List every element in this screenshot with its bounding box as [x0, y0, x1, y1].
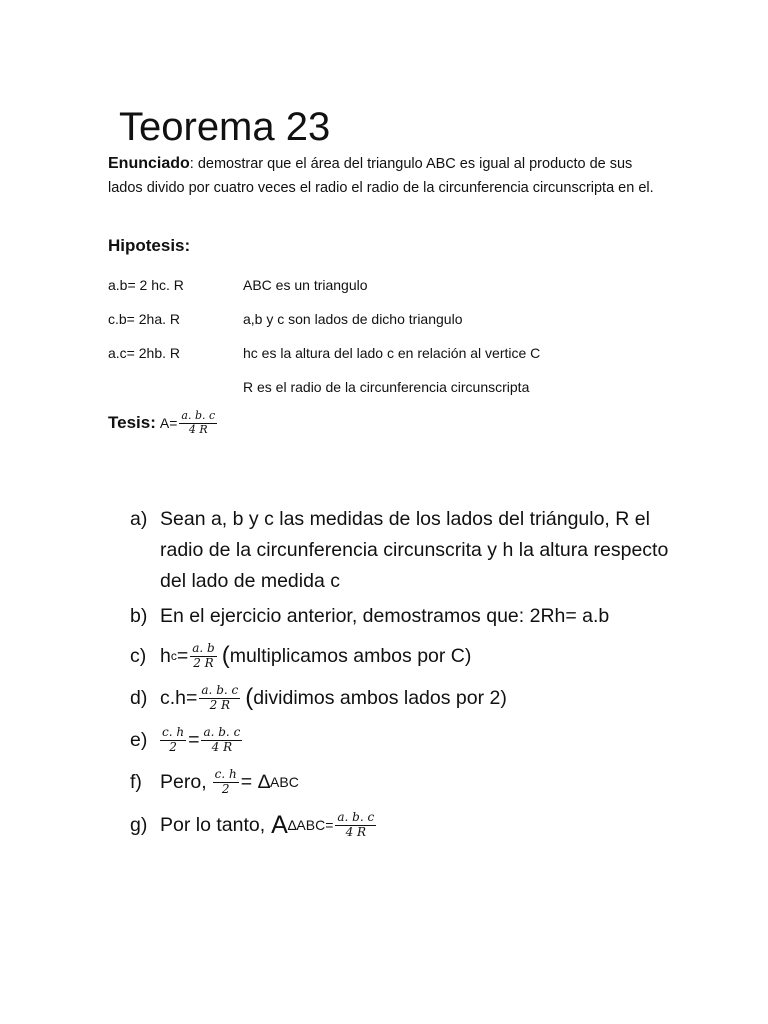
tesis-lhs: A= — [159, 415, 178, 432]
equals-sign: = — [188, 728, 200, 751]
open-paren: ( — [221, 642, 230, 669]
enunciado-label: Enunciado — [108, 155, 190, 172]
triangle-symbol: ∆ — [287, 816, 297, 833]
list-marker: g) — [130, 813, 148, 836]
hipotesis-statement-1: ABC es un triangulo — [243, 277, 368, 293]
list-item-c — [130, 635, 690, 677]
list-item-e — [130, 719, 690, 761]
list-marker: e) — [130, 728, 148, 751]
list-item-g — [130, 803, 690, 847]
triangle-symbol: ∆ — [258, 770, 271, 793]
hipotesis-formula-3: a.c= 2hb. R — [108, 345, 180, 361]
numerator: a. b. c — [201, 682, 239, 697]
list-item-text: Sean a, b y c las medidas de los lados del triángulo, R el radio de la circunferencia circunscrita y h la altura respecto del lado de medida c — [160, 508, 669, 592]
numerator: a. b — [192, 640, 215, 655]
denominator: 4 R — [345, 824, 367, 839]
list-item-note: dividimos ambos lados por 2) — [253, 686, 507, 709]
equals-sign: = — [176, 644, 189, 667]
denominator: 2 R — [209, 697, 231, 712]
subscript: c — [170, 648, 177, 663]
enunciado-paragraph — [108, 152, 668, 200]
list-item-lhs: Por lo tanto, — [160, 813, 266, 836]
list-item-lhs: Pero, — [160, 770, 207, 793]
hipotesis-formula-1: a.b= 2 hc. R — [108, 277, 184, 293]
list-marker: f) — [130, 770, 142, 793]
tesis-label: Tesis: — [108, 413, 156, 433]
denominator: 2 R — [193, 655, 214, 670]
hipotesis-statement-4: R es el radio de la circunferencia circunscripta — [243, 379, 530, 395]
enunciado-text: : demostrar que el área del triangulo ABC es igual al producto de sus lados divido por cuatro veces el radio el radio de la circunferencia circunscripta en el. — [108, 156, 654, 196]
triangle-label: ABC — [270, 773, 299, 790]
fraction — [335, 811, 376, 840]
area-symbol: A — [271, 810, 288, 839]
list-item-b — [130, 597, 690, 635]
tesis-fraction — [179, 410, 217, 436]
proof-list — [130, 504, 690, 847]
fraction-right — [201, 726, 242, 755]
numerator: c. h — [214, 766, 237, 781]
list-item-a — [130, 504, 690, 597]
list-marker: a) — [130, 508, 148, 530]
list-marker: b) — [130, 604, 148, 627]
list-item-lhs: h — [160, 644, 171, 667]
denominator: 2 — [221, 781, 230, 796]
denominator: 2 — [169, 739, 177, 754]
list-marker: c) — [130, 644, 147, 667]
numerator: c. h — [162, 724, 185, 739]
triangle-label: ABC= — [296, 816, 334, 833]
list-item-lhs: c.h= — [160, 686, 198, 709]
hipotesis-formula-2: c.b= 2ha. R — [108, 311, 180, 327]
list-item-d — [130, 677, 690, 719]
denominator: 4 R — [211, 739, 233, 754]
fraction — [199, 684, 240, 713]
fraction-left — [160, 726, 186, 755]
tesis — [108, 410, 219, 436]
list-item-note: multiplicamos ambos por C) — [229, 644, 472, 667]
tesis-numerator: a. b. c — [181, 409, 216, 422]
fraction — [213, 768, 239, 797]
page-title: Teorema 23 — [119, 105, 331, 149]
hipotesis-statement-3: hc es la altura del lado c en relación al vertice C — [243, 345, 541, 361]
numerator: a. b. c — [337, 809, 375, 824]
equals-sign: = — [240, 770, 253, 793]
list-item-text: En el ejercicio anterior, demostramos que: 2Rh= a.b — [160, 604, 610, 627]
list-marker: d) — [130, 686, 148, 709]
list-item-f — [130, 761, 690, 803]
hipotesis-heading: Hipotesis: — [108, 236, 191, 255]
tesis-denominator: 4 R — [188, 422, 208, 436]
fraction — [190, 642, 216, 671]
open-paren: ( — [245, 684, 254, 711]
numerator: a. b. c — [203, 724, 241, 739]
hipotesis-statement-2: a,b y c son lados de dicho triangulo — [243, 311, 463, 327]
